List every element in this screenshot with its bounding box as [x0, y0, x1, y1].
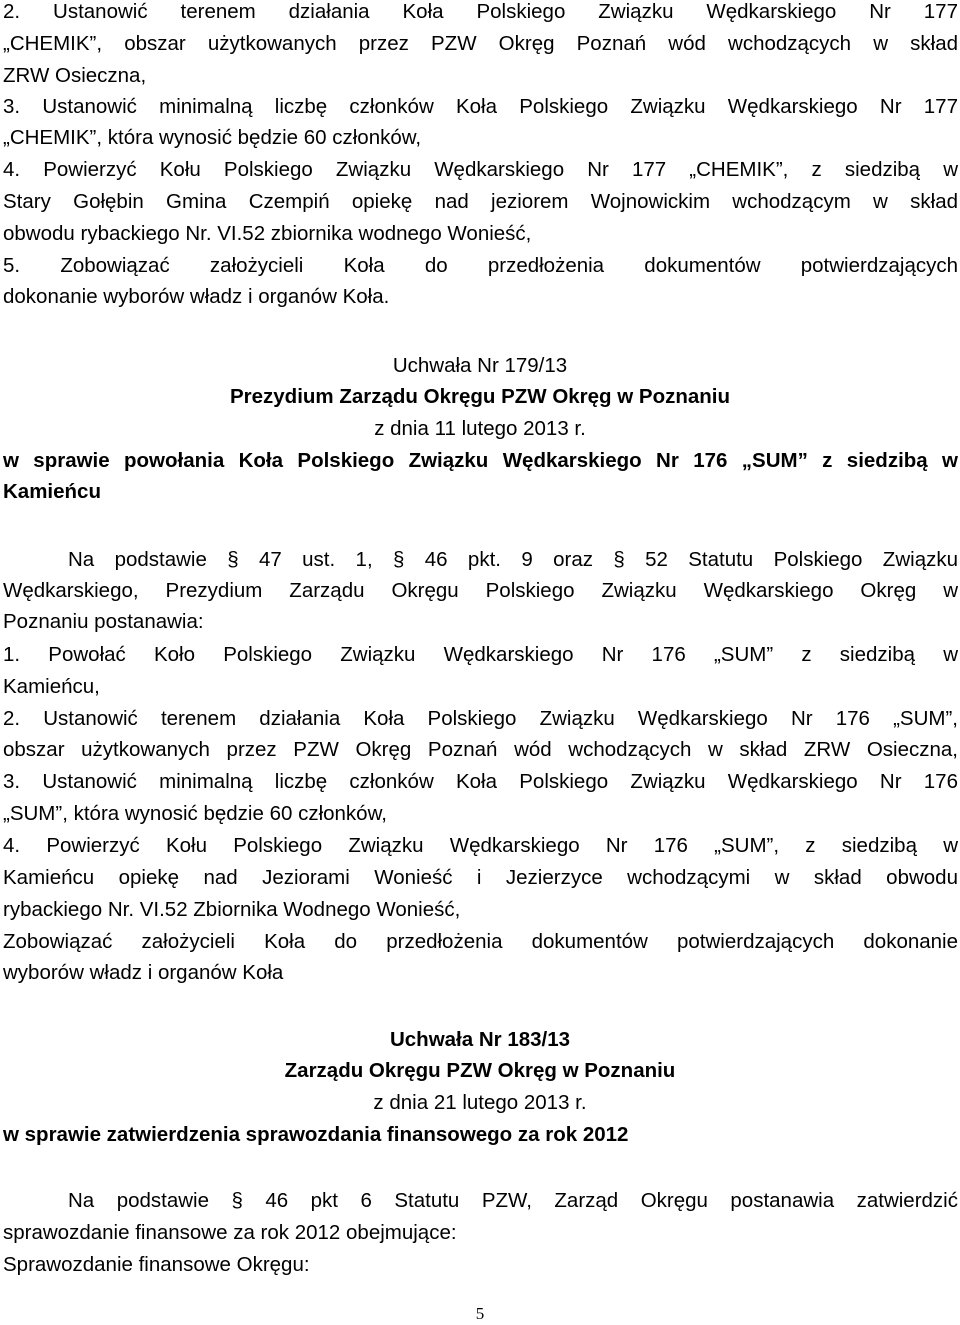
paragraph-line: Na podstawie § 47 ust. 1, § 46 pkt. 9 oraz § 52 Statutu Polskiego Związku	[68, 548, 958, 571]
resolution-title: Uchwała Nr 179/13	[392, 354, 568, 377]
paragraph-line: 3. Ustanowić minimalną liczbę członków Koła Polskiego Związku Wędkarskiego Nr 176	[3, 770, 958, 793]
paragraph-line: wyborów władz i organów Koła	[3, 961, 284, 984]
paragraph-line: Stary Gołębin Gmina Czempiń opiekę nad jeziorem Wojnowickim wchodzącym w skład	[3, 190, 958, 213]
resolution-subject: w sprawie zatwierdzenia sprawozdania finansowego za rok 2012	[3, 1123, 629, 1146]
paragraph-line: Poznaniu postanawia:	[3, 610, 204, 633]
resolution-subject: w sprawie powołania Koła Polskiego Związku Wędkarskiego Nr 176 „SUM” z siedzibą w	[3, 449, 958, 472]
paragraph-line: „SUM”, która wynosić będzie 60 członków,	[3, 802, 387, 825]
resolution-subject: Kamieńcu	[3, 480, 101, 503]
paragraph-line: Wędkarskiego, Prezydium Zarządu Okręgu Polskiego Związku Wędkarskiego Okręg w	[3, 579, 958, 602]
resolution-issuer: Prezydium Zarządu Okręgu PZW Okręg w Poznaniu	[229, 385, 731, 408]
paragraph-line: Kamieńcu opiekę nad Jeziorami Wonieść i Jezierzyce wchodzącymi w skład obwodu	[3, 866, 958, 889]
paragraph-line: 1. Powołać Koło Polskiego Związku Wędkarskiego Nr 176 „SUM” z siedzibą w	[3, 643, 958, 666]
paragraph-line: obwodu rybackiego Nr. VI.52 zbiornika wodnego Wonieść,	[3, 222, 532, 245]
paragraph-line: 4. Powierzyć Kołu Polskiego Związku Wędkarskiego Nr 177 „CHEMIK”, z siedzibą w	[3, 158, 958, 181]
paragraph-line: Na podstawie § 46 pkt 6 Statutu PZW, Zarząd Okręgu postanawia zatwierdzić	[68, 1189, 958, 1212]
paragraph-line: 3. Ustanowić minimalną liczbę członków Koła Polskiego Związku Wędkarskiego Nr 177	[3, 95, 958, 118]
paragraph-line: „CHEMIK”, która wynosić będzie 60 członków,	[3, 126, 422, 149]
paragraph-line: Zobowiązać założycieli Koła do przedłożenia dokumentów potwierdzających dokonanie	[3, 930, 958, 953]
paragraph-line: sprawozdanie finansowe za rok 2012 obejmujące:	[3, 1221, 457, 1244]
paragraph-line: 5. Zobowiązać założycieli Koła do przedłożenia dokumentów potwierdzających	[3, 254, 958, 277]
paragraph-line: rybackiego Nr. VI.52 Zbiornika Wodnego Wonieść,	[3, 898, 461, 921]
resolution-title: Uchwała Nr 183/13	[389, 1028, 571, 1051]
paragraph-line: „CHEMIK”, obszar użytkowanych przez PZW Okręg Poznań wód wchodzących w skład	[3, 32, 958, 55]
page-number: 5	[475, 1304, 485, 1323]
paragraph-line: 2. Ustanowić terenem działania Koła Polskiego Związku Wędkarskiego Nr 176 „SUM”,	[3, 707, 958, 730]
paragraph-line: Sprawozdanie finansowe Okręgu:	[3, 1253, 310, 1276]
resolution-issuer: Zarządu Okręgu PZW Okręg w Poznaniu	[284, 1059, 676, 1082]
paragraph-line: 2. Ustanowić terenem działania Koła Polskiego Związku Wędkarskiego Nr 177	[3, 0, 958, 23]
paragraph-line: obszar użytkowanych przez PZW Okręg Poznań wód wchodzących w skład ZRW Osieczna,	[3, 738, 958, 761]
resolution-date: z dnia 11 lutego 2013 r.	[374, 417, 586, 440]
paragraph-line: ZRW Osieczna,	[3, 64, 147, 87]
paragraph-line: Kamieńcu,	[3, 675, 100, 698]
paragraph-line: 4. Powierzyć Kołu Polskiego Związku Wędkarskiego Nr 176 „SUM”, z siedzibą w	[3, 834, 958, 857]
resolution-date: z dnia 21 lutego 2013 r.	[373, 1091, 587, 1114]
paragraph-line: dokonanie wyborów władz i organów Koła.	[3, 285, 390, 308]
